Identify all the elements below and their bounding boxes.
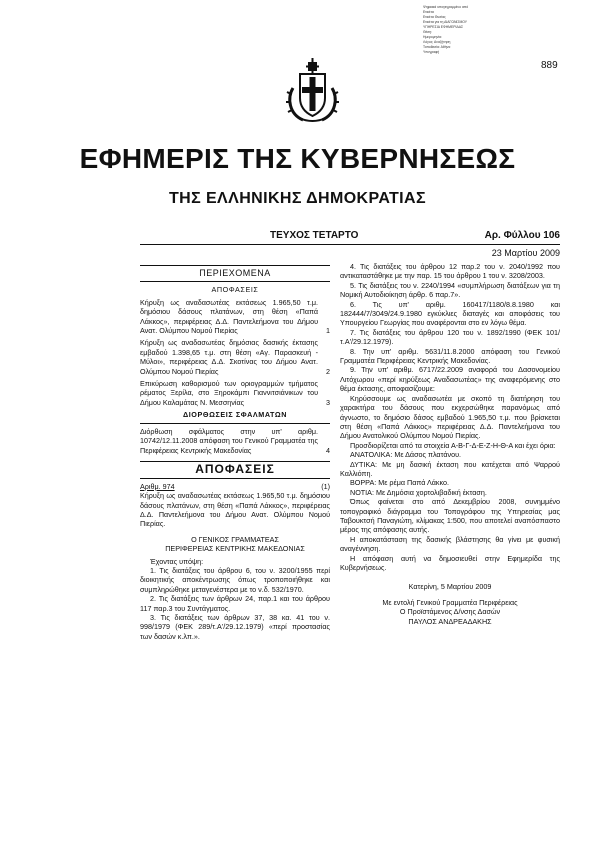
restore-paragraph: Η αποκατάσταση της δασικής βλάστησης θα γίνει με φυσική αναγέννηση. <box>340 534 560 554</box>
place-date: Κατερίνη, 5 Μαρτίου 2009 <box>408 582 492 592</box>
stamp-line: Υπογραφή <box>423 50 440 54</box>
decision-title: Κήρυξη ως αναδασωτέας εκτάσεως 1.965,50 τ.μ. δημόσιου δάσους πλατάνων, στη θέση «Παπά Λάκκος», περιφέρειας Δ.Δ. Παντελεήμονα του Δήμου Ανατ. Ολύμπου Νομού Πιερίας. <box>140 491 330 529</box>
boundary-west: ΔΥΤΙΚΑ: Με μη δασική έκταση που κατέχεται από Ψαρρού Καλλιόπη. <box>340 459 560 478</box>
stamp-line: Τοποθεσία: Αθήνα <box>423 45 451 49</box>
toc-section-corrections: ΔΙΟΡΘΩΣΕΙΣ ΣΦΑΛΜΑΤΩΝ <box>182 410 288 420</box>
header-divider <box>140 244 560 245</box>
toc-item-text: Κήρυξη ως αναδασωτέας δημόσιας δασικής έκτασης εμβαδού 1.398,65 τ.μ. στη θέση «Αγ. Παρασκευή - Μύλοι», περιφέρειας Δ.Δ. Σκοτίνας του Δήμου Ανατ. Ολύμπου Νομού Πιερίας <box>140 338 318 376</box>
toc-item-page: 4 <box>326 445 330 455</box>
gazette-subtitle: ΤΗΣ ΕΛΛΗΝΙΚΗΣ ΔΗΜΟΚΡΑΤΙΑΣ <box>169 190 426 207</box>
decisions-heading-rule <box>140 478 330 479</box>
toc-item-text: Επικύρωση καθορισμού των οριογραμμών τμήματος ρέματος Ξερίλα, στο Ξηροκάμπι Γιαννιτσιάνικων του Δήμου Καλαμάτας Ν. Μεσσηνίας <box>140 379 318 407</box>
toc-item[interactable] <box>140 427 330 455</box>
legal-point: 6. Τις υπ' αριθμ. 160417/1180/8.8.1980 και 182444/7/3049/24.9.1980 εγκύκλιες διαταγές και αποφάσεις του Υπουργείου Γεωργίας που αναφέρονται στο εν λόγω θέμα. <box>340 299 560 328</box>
stamp-line: Λόγος: Αναζήτηση <box>423 40 451 44</box>
toc-item-page: 1 <box>326 326 330 336</box>
toc-heading-rule <box>140 281 330 282</box>
stamp-line: Θέση: <box>423 30 433 34</box>
decision-number-text: Αριθμ. 974 <box>140 481 175 491</box>
stamp-line: Ψηφιακά υπογεγραμμένο από <box>423 5 469 9</box>
toc-item-page: 3 <box>326 397 330 407</box>
left-column <box>140 262 330 641</box>
toc-item-text: Κήρυξη ως αναδασωτέας εκτάσεως 1.965,50 τ.μ. δημόσιου δάσους πλατάνων, στη θέση «Παπά Λάκκος», περιφέρειας Δ.Δ. Παντελεήμονα του Δήμου Ανατ. Ολύμπου Νομού Πιερίας <box>140 297 318 336</box>
legal-point: 5. Τις διατάξεις του ν. 2240/1994 «συμπλήρωση διατάξεων για τη Νομική Αυτοδιοίκηση άρθρ. 6 παρ.7». <box>340 280 560 300</box>
toc-item[interactable] <box>140 298 330 336</box>
toc-item[interactable] <box>140 338 330 376</box>
signature-line-2: Ο Προϊστάμενος Δ/νσης Δασών <box>399 607 501 617</box>
toc-item[interactable] <box>140 379 330 407</box>
toc-item-page: 2 <box>326 366 330 376</box>
authority-line-1: Ο ΓΕΝΙΚΟΣ ΓΡΑΜΜΑΤΕΑΣ <box>191 534 279 544</box>
signature-line-1: Με εντολή Γενικού Γραμματέα Περιφέρειας <box>382 597 518 607</box>
issue-date: 23 Μαρτίου 2009 <box>491 248 560 258</box>
decisions-heading: ΑΠΟΦΑΣΕΙΣ <box>195 462 275 477</box>
right-column <box>340 262 560 626</box>
stamp-line: ΥΠΗΡΕΣΙΑ ΕΦΗΜΕΡΙΔΑΣ <box>423 25 464 29</box>
main-paragraph: Κηρύσσουμε ως αναδασωτέα με σκοπό τη διατήρηση του χαρακτήρα του δάσους που εκχερσώθηκε παρανόμως από άγνωστο, το δημόσιο δάσος εμβαδού 1.965,50 τ.μ. που βρίσκεται στη θέση «Παπά Λάκκος» περιφέρειας Δ.Δ. Παντελεήμονα του Δήμου Ανατολικού Ολύμπου Νομού Πιερίας. <box>340 393 560 441</box>
boundary-south: ΝΟΤΙΑ: Με Δημόσια χορτολιβαδική έκταση. <box>350 487 487 497</box>
legal-point: 8. Την υπ' αριθμ. 5631/11.8.2000 απόφαση του Γενικού Γραμματέα Περιφέρειας Κεντρικής Μακεδονίας. <box>340 346 560 366</box>
boundary-east: ΑΝΑΤΟΛΙΚΑ: Με Δάσος πλατάνου. <box>350 450 461 460</box>
stamp-line: Ετικέτα για τη ΔΙΑΓΩΝΙΣΜΟΥ <box>423 20 468 24</box>
page-number: 889 <box>541 60 558 71</box>
stamp-line: Ετικέτα <box>423 10 434 14</box>
points-paragraph: Προσδιορίζεται από τα στοιχεία Α-Β-Γ-Δ-Ε-Ζ-Η-Θ-Α και έχει όρια: <box>350 440 556 450</box>
toc-top-rule <box>140 265 330 266</box>
diagram-paragraph: Όπως φαίνεται στο από Δεκεμβρίου 2008, συνημμένο τοπογραφικό διάγραμμα του Τοπογράφου της Υπηρεσίας μας Ταβουκτσή Παναγιώτη, κλίμακας 1:500, που αποτελεί αναπόσπαστο μέρος της απόφασης αυτής. <box>340 497 560 535</box>
signatory-name: ΠΑΥΛΟΣ ΑΝΔΡΕΑΔΑΚΗΣ <box>408 616 492 626</box>
greek-coat-of-arms-icon <box>285 58 340 124</box>
toc-section-decisions: ΑΠΟΦΑΣΕΙΣ <box>211 285 259 295</box>
issue-info <box>140 230 560 244</box>
corrections-rule <box>140 423 330 424</box>
toc-item-text: Διόρθωση σφάλματος στην υπ' αριθμ. 10742/12.11.2008 απόφαση του Γενικού Γραμματέα της Περιφέρειας Κεντρικής Μακεδονίας <box>140 426 318 455</box>
legal-point: 9. Την υπ' αριθμ. 6717/22.2009 αναφορά του Δασονομείου Λιτόχωρου «περί κηρύξεως Αναδασωτέας» της αναφερόμενης στο θέμα έκτασης, αποφασίζουμε: <box>340 365 560 394</box>
issue-number: Αρ. Φύλλου 106 <box>484 230 560 241</box>
legal-point: 4. Τις διατάξεις του άρθρου 12 παρ.2 του ν. 2040/1992 που αντικαταστάθηκε με την παρ. 15 του άρθρου 1 του ν. 3208/2003. <box>340 262 560 281</box>
authority-line-2: ΠΕΡΙΦΕΡΕΙΑΣ ΚΕΝΤΡΙΚΗΣ ΜΑΚΕΔΟΝΙΑΣ <box>165 544 305 554</box>
legal-point: 3. Τις διατάξεις των άρθρων 37, 38 κα. 41 του ν. 998/1979 (ΦΕΚ 289/τ.Α'/29.12.1979) «περί προστασίας των δασών κ.λπ.». <box>140 612 330 641</box>
decision-ref: (1) <box>321 481 330 491</box>
toc-heading: ΠΕΡΙΕΧΟΜΕΝΑ <box>199 268 271 278</box>
boundary-north: ΒΟΡΡΑ: Με ρέμα Παπά Λάκκο. <box>350 478 450 488</box>
having-regard: Έχοντας υπόψη: <box>150 556 204 566</box>
publish-paragraph: Η απόφαση αυτή να δημοσιευθεί στην Εφημερίδα της Κυβερνήσεως. <box>340 553 560 572</box>
digital-signature-stamp <box>423 5 503 55</box>
stamp-line: Ημερομηνία: <box>423 35 442 39</box>
stamp-line: Ετικέτα Θυσίας <box>423 15 446 19</box>
decision-number <box>140 482 330 491</box>
legal-point: 7. Τις διατάξεις του άρθρου 120 του ν. 1892/1990 (ΦΕΚ 101/τ.Α'/29.12.1979). <box>340 327 560 347</box>
issue-type: ΤΕΥΧΟΣ ΤΕΤΑΡΤΟ <box>270 230 359 241</box>
legal-point: 1. Τις διατάξεις του άρθρου 6, του ν. 3200/1955 περί διοικητικής αποκέντρωσης όπως τροποποιήθηκε και συμπληρώθηκε μεταγενέστερα με το ν.δ. 532/1970. <box>140 565 330 594</box>
gazette-title: ΕΦΗΜΕΡΙΣ ΤΗΣ ΚΥΒΕΡΝΗΣΕΩΣ <box>79 143 516 174</box>
legal-point: 2. Τις διατάξεις των άρθρων 24, παρ.1 και του άρθρου 117 παρ.3 του Συντάγματος. <box>140 594 330 613</box>
